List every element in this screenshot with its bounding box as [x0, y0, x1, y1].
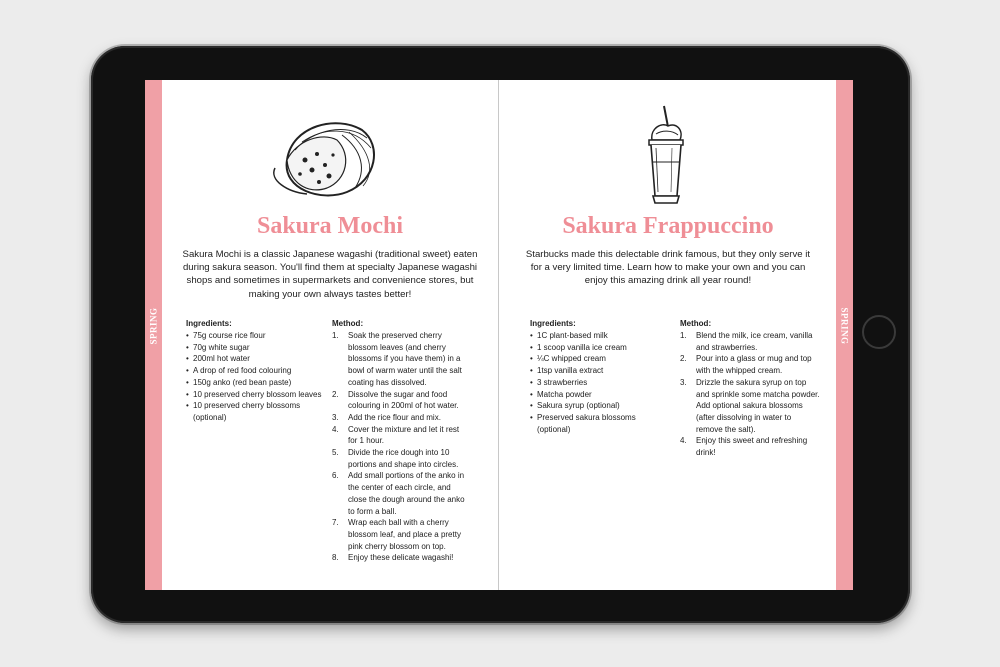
list-item: • A drop of red food colouring [186, 365, 326, 377]
recipe-title-sakura-frappuccino: Sakura Frappuccino [562, 213, 774, 239]
method-column [332, 319, 468, 564]
method-list [332, 330, 468, 564]
list-item: • 10 preserved cherry blossoms (optional) [186, 400, 326, 423]
recipe-intro: Starbucks made this delectable drink famous, but they only serve it for a very limited time. Learn how to make your own and you can enjoy this amazing drink all year round! [525, 249, 811, 287]
left-section-bar [145, 80, 162, 590]
ingredients-list [186, 330, 326, 424]
list-item: 3. Drizzle the sakura syrup on top and sprinkle some matcha powder. Add optional sakura blossoms (after dissolving in water to remove the salt). [680, 377, 820, 434]
ingredients-column [530, 319, 670, 435]
recipe-title-sakura-mochi: Sakura Mochi [256, 213, 403, 239]
list-item: • Sakura syrup (optional) [530, 400, 670, 412]
ingredients-heading: Ingredients: [530, 319, 576, 328]
mochi-illustration [267, 110, 385, 200]
list-item: • 75g course rice flour [186, 330, 326, 342]
ingredients-list [530, 330, 670, 435]
list-item: 1. Blend the milk, ice cream, vanilla and strawberries. [680, 331, 813, 352]
home-button[interactable] [862, 315, 896, 349]
list-item: 1. Soak the preserved cherry blossom leaves (and cherry blossoms if you have them) in a bowl of warm water until the salt coating has dissolved. [332, 331, 462, 387]
section-tab-left[interactable]: SPRING [148, 307, 159, 345]
recipe-intro: Sakura Mochi is a classic Japanese wagashi (traditional sweet) eaten during sakura season. You'll find them at specialty Japanese wagashi shops and sometimes in supermarkets and convenience stores, but making your own always tastes better! [182, 249, 478, 300]
list-item: 4. Enjoy this sweet and refreshing drink! [680, 436, 808, 458]
ingredients-column [186, 319, 326, 424]
list-item: • ¼C whipped cream [530, 353, 670, 365]
list-item: • 200ml hot water [186, 353, 326, 365]
right-page [500, 80, 836, 590]
left-page [162, 80, 498, 590]
list-item: • Preserved sakura blossoms (optional) [530, 412, 670, 435]
method-heading: Method: [680, 319, 712, 328]
frappuccino-illustration [642, 104, 692, 206]
list-item: • 10 preserved cherry blossom leaves [186, 389, 326, 401]
right-section-bar [836, 80, 853, 590]
list-item: 2. Dissolve the sugar and food colouring in 200ml of hot water. [332, 389, 459, 411]
method-list [680, 330, 820, 459]
list-item: • 70g white sugar [186, 342, 326, 354]
book-spine [498, 80, 499, 590]
list-item: • 1tsp vanilla extract [530, 365, 670, 377]
list-item: 4. Cover the mixture and let it rest for 1 hour. [332, 424, 460, 446]
list-item: 6. Add small portions of the anko in the center of each circle, and close the dough around the anko to form a ball. [332, 471, 465, 516]
list-item: 5. Divide the rice dough into 10 portions and shape into circles. [332, 448, 459, 469]
ebook-screen [145, 80, 853, 590]
section-tab-right[interactable]: SPRING [839, 307, 850, 345]
list-item: • 150g anko (red bean paste) [186, 377, 326, 389]
list-item: • 3 strawberries [530, 377, 670, 389]
list-item: • 1 scoop vanilla ice cream [530, 342, 670, 354]
list-item: • Matcha powder [530, 389, 670, 401]
list-item: 7. Wrap each ball with a cherry blossom leaf, and place a pretty pink cherry blossom on top. [332, 518, 461, 551]
list-item: 3. Add the rice flour and mix. [332, 412, 441, 422]
list-item: 2. Pour into a glass or mug and top with the whipped cream. [680, 354, 812, 376]
method-heading: Method: [332, 319, 364, 328]
ingredients-heading: Ingredients: [186, 319, 232, 328]
list-item: 8. Enjoy these delicate wagashi! [332, 553, 454, 563]
method-column [680, 319, 820, 459]
list-item: • 1C plant-based milk [530, 330, 670, 342]
